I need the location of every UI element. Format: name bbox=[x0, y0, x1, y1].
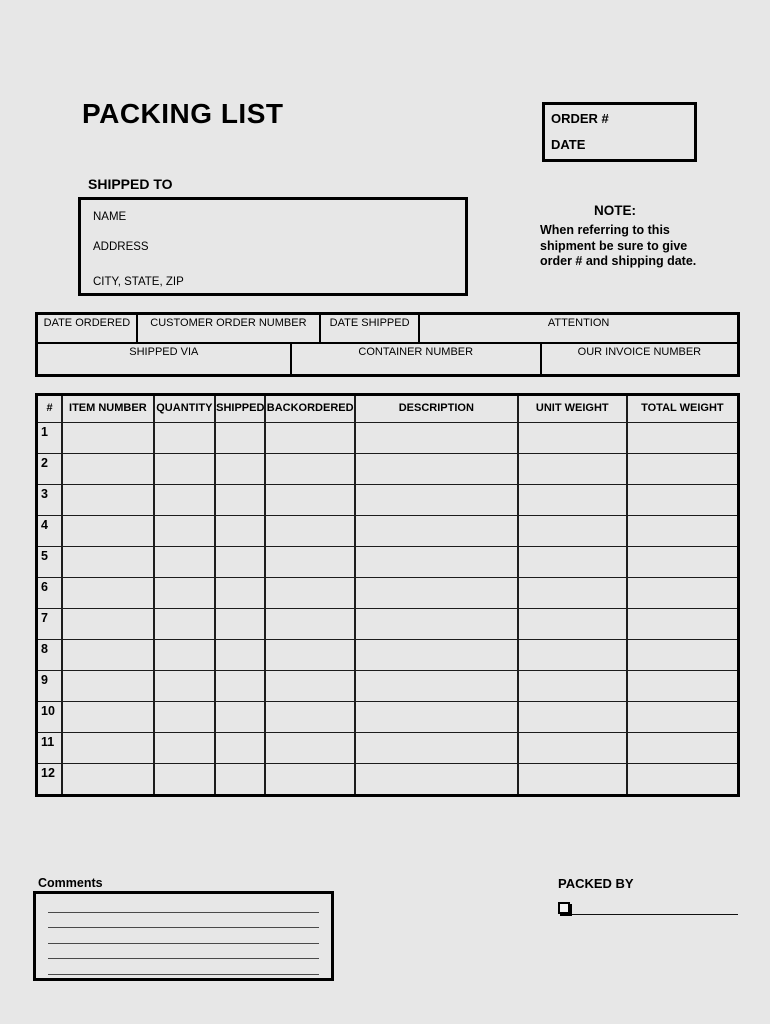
comment-rule-line bbox=[48, 913, 319, 929]
blank-item-cell[interactable] bbox=[517, 454, 626, 484]
date-shipped-cell[interactable]: DATE SHIPPED bbox=[319, 315, 418, 342]
blank-item-cell[interactable] bbox=[354, 640, 517, 670]
col-header-description: DESCRIPTION bbox=[354, 396, 517, 422]
comments-label: Comments bbox=[38, 876, 103, 890]
customer-order-number-cell[interactable]: CUSTOMER ORDER NUMBER bbox=[136, 315, 319, 342]
blank-item-cell[interactable] bbox=[153, 640, 215, 670]
blank-item-cell[interactable] bbox=[517, 733, 626, 763]
blank-item-cell[interactable] bbox=[61, 764, 153, 794]
comment-rule-line bbox=[48, 944, 319, 960]
blank-item-cell[interactable] bbox=[214, 733, 264, 763]
blank-item-cell[interactable] bbox=[264, 764, 353, 794]
comment-rule-line bbox=[48, 897, 319, 913]
comments-box[interactable] bbox=[33, 891, 334, 981]
items-table-row bbox=[38, 422, 737, 453]
blank-item-cell[interactable] bbox=[626, 547, 737, 577]
shipping-info-row-2 bbox=[38, 342, 737, 374]
items-table-row bbox=[38, 577, 737, 608]
blank-item-cell[interactable] bbox=[153, 733, 215, 763]
comment-rule-line bbox=[48, 928, 319, 944]
blank-item-cell[interactable] bbox=[153, 423, 215, 453]
blank-item-cell[interactable] bbox=[61, 671, 153, 701]
col-header-unit-weight: UNIT WEIGHT bbox=[517, 396, 626, 422]
blank-item-cell[interactable] bbox=[153, 702, 215, 732]
date-ordered-cell[interactable]: DATE ORDERED bbox=[43, 317, 131, 329]
blank-item-cell[interactable] bbox=[61, 485, 153, 515]
blank-item-cell[interactable] bbox=[61, 609, 153, 639]
blank-item-cell[interactable] bbox=[354, 423, 517, 453]
row-number: 10 bbox=[41, 704, 55, 718]
blank-item-cell[interactable] bbox=[214, 423, 264, 453]
items-table-row bbox=[38, 515, 737, 546]
order-number-label: ORDER # bbox=[551, 111, 609, 126]
blank-item-cell[interactable] bbox=[61, 516, 153, 546]
city-state-zip-label: CITY, STATE, ZIP bbox=[93, 276, 184, 288]
row-number: 2 bbox=[41, 456, 48, 470]
blank-item-cell[interactable] bbox=[354, 516, 517, 546]
blank-item-cell[interactable] bbox=[626, 578, 737, 608]
row-number: 11 bbox=[41, 735, 55, 749]
blank-item-cell[interactable] bbox=[626, 733, 737, 763]
row-number: 7 bbox=[41, 611, 48, 625]
items-table-header bbox=[38, 396, 737, 422]
items-table-row bbox=[38, 670, 737, 701]
row-number: 4 bbox=[41, 518, 48, 532]
blank-item-cell[interactable] bbox=[214, 702, 264, 732]
blank-item-cell[interactable] bbox=[626, 485, 737, 515]
blank-item-cell[interactable] bbox=[626, 764, 737, 794]
blank-item-cell[interactable] bbox=[626, 516, 737, 546]
blank-item-cell[interactable] bbox=[214, 578, 264, 608]
blank-item-cell[interactable] bbox=[354, 454, 517, 484]
blank-item-cell[interactable] bbox=[626, 423, 737, 453]
blank-item-cell[interactable] bbox=[61, 578, 153, 608]
row-number: 3 bbox=[41, 487, 48, 501]
col-header-backordered: BACKORDERED bbox=[264, 396, 353, 422]
items-table-row bbox=[38, 732, 737, 763]
items-table-row bbox=[38, 608, 737, 639]
container-number-cell[interactable]: CONTAINER NUMBER bbox=[290, 344, 540, 374]
note-heading: NOTE: bbox=[594, 203, 636, 218]
blank-item-cell[interactable] bbox=[214, 640, 264, 670]
col-header-shipped: SHIPPED bbox=[214, 396, 264, 422]
blank-item-cell[interactable] bbox=[517, 764, 626, 794]
blank-item-cell[interactable] bbox=[214, 454, 264, 484]
note-line: When referring to this bbox=[540, 223, 670, 237]
blank-item-cell[interactable] bbox=[354, 733, 517, 763]
blank-item-cell[interactable] bbox=[354, 609, 517, 639]
row-number: 9 bbox=[41, 673, 48, 687]
blank-item-cell[interactable] bbox=[61, 454, 153, 484]
note-line: order # and shipping date. bbox=[540, 254, 697, 268]
blank-item-cell[interactable] bbox=[264, 454, 353, 484]
page-title: PACKING LIST bbox=[82, 98, 284, 129]
col-header-number: # bbox=[46, 402, 53, 414]
shipping-info-table bbox=[35, 312, 740, 377]
blank-item-cell[interactable] bbox=[153, 671, 215, 701]
attention-cell[interactable]: ATTENTION bbox=[418, 315, 737, 342]
note-text bbox=[540, 223, 735, 270]
row-number: 1 bbox=[41, 425, 48, 439]
blank-item-cell[interactable] bbox=[214, 485, 264, 515]
row-number: 12 bbox=[41, 766, 55, 780]
blank-item-cell[interactable] bbox=[153, 454, 215, 484]
items-table-row bbox=[38, 701, 737, 732]
items-table-row bbox=[38, 763, 737, 794]
blank-item-cell[interactable] bbox=[264, 671, 353, 701]
col-header-total-weight: TOTAL WEIGHT bbox=[626, 396, 737, 422]
blank-item-cell[interactable] bbox=[264, 423, 353, 453]
col-header-quantity: QUANTITY bbox=[153, 396, 215, 422]
blank-item-cell[interactable] bbox=[517, 485, 626, 515]
blank-item-cell[interactable] bbox=[264, 609, 353, 639]
items-table-row bbox=[38, 484, 737, 515]
blank-item-cell[interactable] bbox=[214, 609, 264, 639]
blank-item-cell[interactable] bbox=[61, 733, 153, 763]
items-table-body bbox=[38, 422, 737, 794]
blank-item-cell[interactable] bbox=[264, 733, 353, 763]
blank-item-cell[interactable] bbox=[626, 671, 737, 701]
blank-item-cell[interactable] bbox=[61, 702, 153, 732]
blank-item-cell[interactable] bbox=[626, 454, 737, 484]
our-invoice-number-cell[interactable]: OUR INVOICE NUMBER bbox=[540, 344, 737, 374]
blank-item-cell[interactable] bbox=[61, 423, 153, 453]
blank-item-cell[interactable] bbox=[517, 609, 626, 639]
blank-item-cell[interactable] bbox=[354, 485, 517, 515]
order-date-box bbox=[542, 102, 697, 162]
row-number: 8 bbox=[41, 642, 48, 656]
blank-item-cell[interactable] bbox=[61, 547, 153, 577]
comment-rule-line bbox=[48, 959, 319, 975]
blank-item-cell[interactable] bbox=[264, 578, 353, 608]
note-line: shipment be sure to give bbox=[540, 238, 688, 253]
blank-item-cell[interactable] bbox=[214, 516, 264, 546]
blank-item-cell[interactable] bbox=[153, 764, 215, 794]
blank-item-cell[interactable] bbox=[354, 671, 517, 701]
packed-by-label: PACKED BY bbox=[558, 876, 634, 891]
shipping-info-row-1 bbox=[38, 315, 737, 342]
items-table bbox=[35, 393, 740, 797]
blank-item-cell[interactable] bbox=[517, 516, 626, 546]
blank-item-cell[interactable] bbox=[264, 516, 353, 546]
blank-item-cell[interactable] bbox=[626, 702, 737, 732]
row-number: 6 bbox=[41, 580, 48, 594]
date-label: DATE bbox=[551, 137, 586, 152]
blank-item-cell[interactable] bbox=[626, 640, 737, 670]
row-number: 5 bbox=[41, 549, 48, 563]
blank-item-cell[interactable] bbox=[517, 423, 626, 453]
blank-item-cell[interactable] bbox=[354, 578, 517, 608]
name-label: NAME bbox=[93, 211, 127, 223]
blank-item-cell[interactable] bbox=[354, 764, 517, 794]
blank-item-cell[interactable] bbox=[153, 485, 215, 515]
shipped-via-cell[interactable]: SHIPPED VIA bbox=[129, 346, 199, 358]
col-header-item-number: ITEM NUMBER bbox=[61, 396, 153, 422]
blank-item-cell[interactable] bbox=[517, 671, 626, 701]
blank-item-cell[interactable] bbox=[153, 609, 215, 639]
items-table-row bbox=[38, 546, 737, 577]
blank-item-cell[interactable] bbox=[264, 702, 353, 732]
blank-item-cell[interactable] bbox=[354, 702, 517, 732]
blank-item-cell[interactable] bbox=[153, 547, 215, 577]
blank-item-cell[interactable] bbox=[264, 485, 353, 515]
blank-item-cell[interactable] bbox=[214, 547, 264, 577]
blank-item-cell[interactable] bbox=[61, 640, 153, 670]
blank-item-cell[interactable] bbox=[214, 764, 264, 794]
blank-item-cell[interactable] bbox=[517, 578, 626, 608]
blank-item-cell[interactable] bbox=[626, 609, 737, 639]
address-label: ADDRESS bbox=[93, 241, 149, 253]
packed-by-signature-line[interactable] bbox=[572, 914, 738, 915]
blank-item-cell[interactable] bbox=[153, 516, 215, 546]
blank-item-cell[interactable] bbox=[214, 671, 264, 701]
blank-item-cell[interactable] bbox=[264, 547, 353, 577]
shipped-to-box[interactable] bbox=[78, 197, 468, 296]
items-table-row bbox=[38, 639, 737, 670]
blank-item-cell[interactable] bbox=[264, 640, 353, 670]
items-table-row bbox=[38, 453, 737, 484]
blank-item-cell[interactable] bbox=[354, 547, 517, 577]
packed-by-checkbox[interactable] bbox=[558, 902, 570, 914]
blank-item-cell[interactable] bbox=[153, 578, 215, 608]
blank-item-cell[interactable] bbox=[517, 640, 626, 670]
shipped-to-heading: SHIPPED TO bbox=[88, 176, 173, 192]
blank-item-cell[interactable] bbox=[517, 702, 626, 732]
blank-item-cell[interactable] bbox=[517, 547, 626, 577]
